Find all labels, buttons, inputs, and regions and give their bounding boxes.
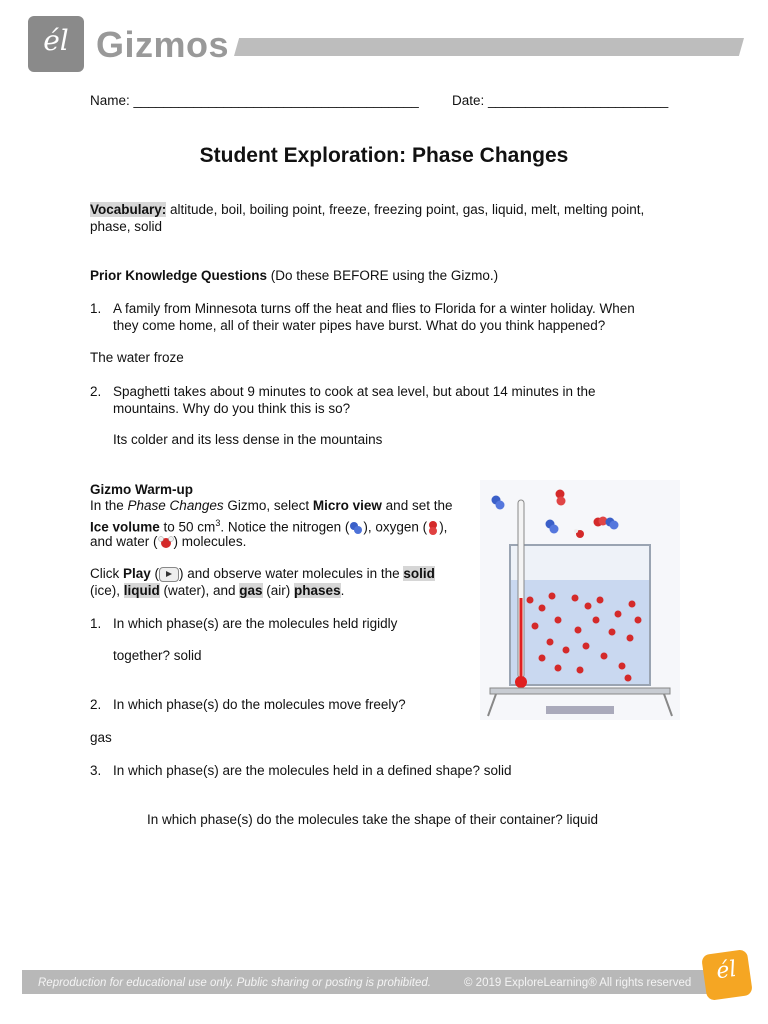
warmup-text: to 50 cm (159, 519, 216, 535)
prior-q2-number: 2. (90, 384, 102, 399)
gizmo-name: Phase Changes (127, 498, 224, 513)
phases-term: phases (294, 583, 341, 598)
warmup-text: (water), and (159, 583, 240, 598)
gizmos-logo (28, 16, 84, 72)
footer-disclaimer: Reproduction for educational use only. Public sharing or posting is prohibited. (38, 977, 431, 989)
q4-text: In which phase(s) do the molecules take the shape of their container? liquid (147, 812, 599, 827)
q1-number: 1. (90, 616, 102, 631)
vocabulary-words: altitude, boil, boiling point, freeze, freezing point, gas, liquid, melt, melting point, (166, 202, 645, 217)
warmup-text: ), (439, 519, 448, 535)
explorelearning-logo (701, 949, 753, 1001)
hot-plate-stand (490, 688, 670, 694)
header-bar (234, 38, 744, 56)
warmup-line-5 (90, 582, 344, 599)
q2-answer: gas (90, 730, 112, 745)
prior-q1-number: 1. (90, 301, 102, 316)
warmup-text: ) molecules. (173, 534, 247, 549)
name-field[interactable]: Name: ______________________________________ (90, 93, 419, 108)
prior-a1: The water froze (90, 350, 184, 365)
play-term: Play (123, 566, 151, 581)
q3-text: In which phase(s) are the molecules held in a defined shape? solid (113, 763, 512, 778)
brand-title: Gizmos (96, 24, 230, 65)
q1-answer: together? solid (113, 648, 202, 663)
warmup-text: ), oxygen ( (363, 519, 428, 535)
date-field[interactable]: Date: ________________________ (452, 93, 669, 108)
water-molecule-icon (158, 535, 174, 549)
q2-number: 2. (90, 697, 102, 712)
gas-term: gas (239, 583, 263, 598)
warmup-text: In the (90, 498, 128, 513)
prior-a2: Its colder and its less dense in the mountains (113, 432, 383, 447)
oxygen-molecule-icon (427, 520, 439, 536)
vocabulary-label: Vocabulary: (90, 202, 167, 217)
q3-number: 3. (90, 763, 102, 778)
liquid-term: liquid (123, 583, 160, 598)
warmup-text: and water ( (90, 534, 158, 549)
warmup-line-4 (90, 565, 435, 582)
burner (546, 706, 614, 714)
nitrogen-molecule-icon (349, 520, 363, 536)
warmup-line-3 (90, 533, 246, 550)
superscript: 3 (215, 518, 221, 528)
prior-q1-text: A family from Minnesota turns off the heat and flies to Florida for a winter holiday. When (113, 301, 635, 316)
warmup-text: . Notice the nitrogen ( (220, 519, 350, 535)
vocabulary-line (90, 201, 644, 218)
footer-copyright: © 2019 ExploreLearning® All rights reserved (464, 977, 692, 989)
warmup-line-1 (90, 497, 452, 514)
page-title: Student Exploration: Phase Changes (199, 144, 569, 167)
prior-heading-text: Prior Knowledge Questions (90, 268, 268, 283)
warmup-text: ) and observe water molecules in the (179, 566, 404, 581)
warmup-text: Gizmo, select (223, 498, 313, 513)
logo-text: él (43, 24, 69, 57)
prior-knowledge-heading (90, 267, 498, 284)
q1-text: In which phase(s) are the molecules held rigidly (113, 616, 398, 631)
prior-q2-text-2: mountains. Why do you think this is so? (113, 401, 351, 416)
warmup-text: (ice), (90, 583, 124, 598)
warmup-text: . (340, 583, 345, 598)
footer-logo-text: él (714, 956, 739, 985)
thermometer-mercury (520, 598, 523, 678)
micro-view-term: Micro view (312, 498, 382, 513)
warmup-text: (air) (262, 583, 295, 598)
prior-note: (Do these BEFORE using the Gizmo.) (267, 268, 499, 283)
q2-text: In which phase(s) do the molecules move freely? (113, 697, 406, 712)
solid-term: solid (403, 566, 435, 581)
warmup-text: ( (150, 566, 160, 581)
prior-q1-text-2: they come home, all of their water pipes have burst. What do you think happened? (113, 318, 606, 333)
play-icon (159, 567, 179, 582)
ice-volume-term: Ice volume (90, 519, 160, 535)
warmup-text: and set the (381, 498, 453, 513)
vocabulary-words-2: phase, solid (90, 219, 163, 234)
warmup-text: Click (90, 566, 123, 581)
prior-q2-text: Spaghetti takes about 9 minutes to cook at sea level, but about 14 minutes in the (113, 384, 596, 399)
warmup-heading: Gizmo Warm-up (90, 482, 193, 497)
thermometer-bulb (515, 676, 527, 688)
phase-changes-illustration (480, 480, 680, 720)
